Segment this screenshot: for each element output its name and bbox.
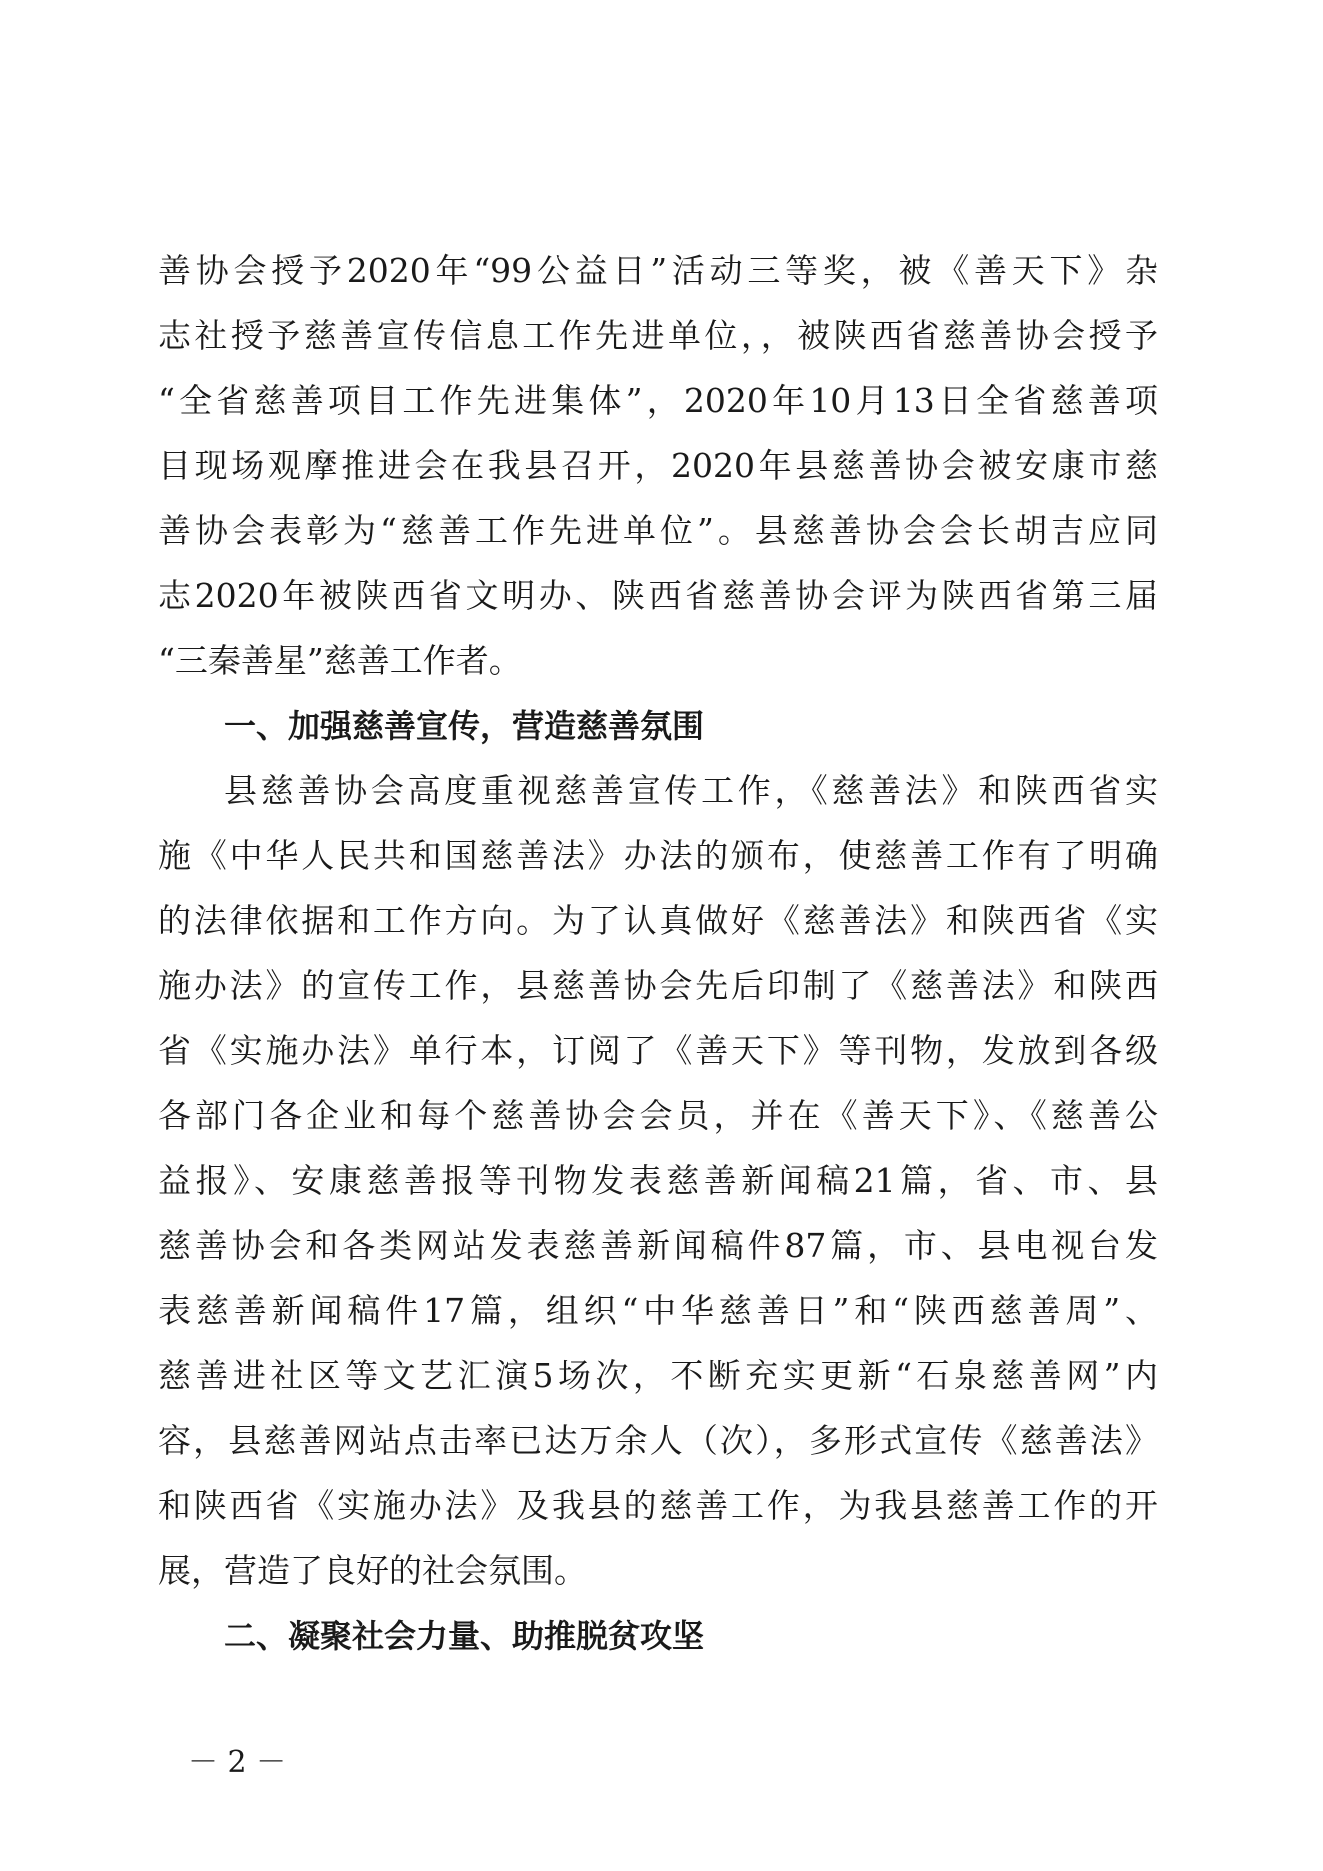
section-heading-2: 二、凝聚社会力量、助推脱贫攻坚 xyxy=(224,1617,705,1655)
text-line: 慈善协会和各类网站发表慈善新闻稿件87篇，市、县电视台发 xyxy=(158,1226,1158,1265)
text-line: 善协会表彰为“慈善工作先进单位”。县慈善协会会长胡吉应同 xyxy=(158,511,1158,550)
text-line: 表慈善新闻稿件17篇，组织“中华慈善日”和“陕西慈善周”、 xyxy=(158,1291,1158,1330)
text-line: 的法律依据和工作方向。为了认真做好《慈善法》和陕西省《实 xyxy=(158,901,1158,940)
text-line: “全省慈善项目工作先进集体”，2020年10月13日全省慈善项 xyxy=(158,381,1158,420)
text-line: 省《实施办法》单行本，订阅了《善天下》等刊物，发放到各级 xyxy=(158,1031,1158,1070)
text-line: 展，营造了良好的社会氛围。 xyxy=(158,1551,587,1590)
text-line: 各部门各企业和每个慈善协会会员，并在《善天下》、《慈善公 xyxy=(158,1096,1158,1135)
text-line: 志社授予慈善宣传信息工作先进单位，，被陕西省慈善协会授予 xyxy=(158,316,1158,355)
text-line: 益报》、安康慈善报等刊物发表慈善新闻稿21篇，省、市、县 xyxy=(158,1161,1158,1200)
page-number: － 2 － xyxy=(188,1745,287,1780)
text-line: 和陕西省《实施办法》及我县的慈善工作，为我县慈善工作的开 xyxy=(158,1486,1158,1525)
text-line: 施办法》的宣传工作，县慈善协会先后印制了《慈善法》和陕西 xyxy=(158,966,1158,1005)
paragraph-first-line: 县慈善协会高度重视慈善宣传工作，《慈善法》和陕西省实 xyxy=(224,771,1158,810)
text-line: 目现场观摩推进会在我县召开，2020年县慈善协会被安康市慈 xyxy=(158,446,1158,485)
text-line: 善协会授予2020年“99公益日”活动三等奖，被《善天下》杂 xyxy=(158,251,1158,290)
text-line: “三秦善星”慈善工作者。 xyxy=(158,641,522,680)
section-heading-1: 一、加强慈善宣传，营造慈善氛围 xyxy=(224,707,705,745)
text-line: 容，县慈善网站点击率已达万余人（次），多形式宣传《慈善法》 xyxy=(158,1421,1158,1460)
text-line: 慈善进社区等文艺汇演5场次，不断充实更新“石泉慈善网”内 xyxy=(158,1356,1158,1395)
text-line: 施《中华人民共和国慈善法》办法的颁布，使慈善工作有了明确 xyxy=(158,836,1158,875)
text-line: 志2020年被陕西省文明办、陕西省慈善协会评为陕西省第三届 xyxy=(158,576,1158,615)
